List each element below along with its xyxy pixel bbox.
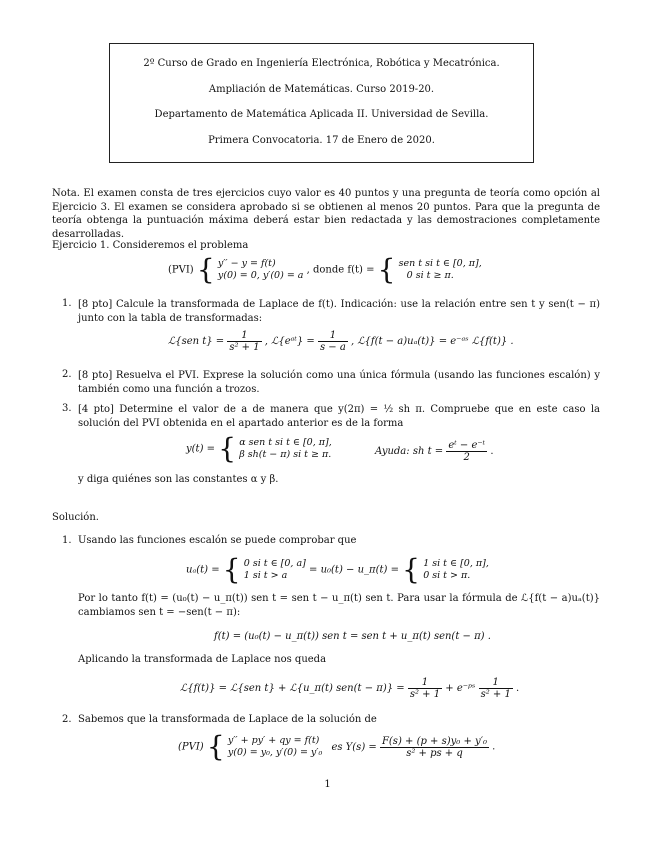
fraction	[408, 677, 442, 700]
denominator: s² + 1	[480, 689, 511, 700]
period: .	[516, 683, 520, 694]
fraction	[380, 736, 489, 759]
numerator: F(s) + (p + s)y₀ + y′₀	[381, 735, 487, 747]
pvi-cases	[218, 258, 304, 282]
pvi2-equation-1: y′′ + py′ + qy = f(t)	[227, 735, 320, 746]
pvi-system	[168, 253, 482, 286]
y-lhs: y(t) =	[186, 443, 216, 455]
header-course: 2º Curso de Grado en Ingeniería Electrónica, Robótica y Mecatrónica.	[143, 58, 500, 69]
general-pvi	[178, 730, 496, 763]
item1-text: [8 pto] Calcule la transformada de Laplace de f(t). Indicación: use la relación entre sen t y sen(t − π) junto con la tabla de transformadas:	[78, 299, 600, 324]
laplace-f-lhs: ℒ{f(t)} = ℒ{sen t} + ℒ{u_π(t) sen(t − π)} =	[180, 683, 405, 694]
ejercicio1-heading: Ejercicio 1. Consideremos el problema	[52, 240, 249, 251]
page-number: 1	[324, 779, 331, 790]
ua-lhs: uₐ(t) =	[186, 564, 220, 576]
laplace-shift-rule: , ℒ{f(t − a)uₐ(t)} = e⁻ᵃˢ ℒ{f(t)} .	[351, 336, 514, 347]
step-functions	[186, 553, 489, 586]
diff-middle: = u₀(t) − u_π(t) =	[309, 564, 399, 576]
left-brace: {	[206, 730, 225, 763]
header-subject: Ampliación de Matemáticas. Curso 2019-20.	[208, 84, 435, 95]
denominator: s² + 1	[229, 342, 260, 353]
diff-case-1: 1 si t ∈ [0, π],	[423, 558, 489, 569]
item-number: 2.	[62, 714, 72, 725]
ua-case-2: 1 si t > a	[243, 570, 288, 581]
solucion1-paragraph: Por lo tanto f(t) = (u₀(t) − u_π(t)) sen t = sen t − u_π(t) sen t. Para usar la fórmula de ℒ{f(t − a)uₐ(t)} cambiamos sen t = −sen(t − π):	[78, 593, 600, 618]
fraction	[446, 440, 487, 463]
denominator: 2	[463, 452, 470, 463]
item-number: 1.	[62, 535, 72, 546]
solucion2-intro: Sabemos que la transformada de Laplace de la solución de	[78, 714, 377, 725]
y-piecewise	[186, 432, 332, 465]
pvi-equation-2: y(0) = 0, y′(0) = a	[217, 270, 304, 281]
y-case-1: α sen t si t ∈ [0, π],	[239, 437, 332, 448]
laplace-f-middle: + e⁻ᵖˢ	[445, 683, 476, 694]
y-case-2: β sh(t − π) si t ≥ π.	[239, 449, 332, 460]
denominator: s² + ps + q	[406, 747, 463, 759]
left-brace: {	[218, 432, 237, 465]
laplace-f-equation	[180, 677, 519, 700]
laplace-exp-lhs: , ℒ{eᵃᵗ} =	[264, 336, 315, 347]
period: .	[490, 446, 494, 457]
numerator: 1	[408, 677, 442, 689]
header-exam-date: Primera Convocatoria. 17 de Enero de 2020.	[208, 135, 435, 146]
numerator: 1	[479, 677, 513, 689]
ayuda-hint	[375, 440, 494, 463]
f-step-equation: f(t) = (u₀(t) − u_π(t)) sen t = sen t + u_π(t) sen(t − π) .	[214, 631, 491, 642]
pvi-label: (PVI)	[168, 264, 194, 276]
diff-cases	[423, 558, 489, 582]
ua-cases	[244, 558, 306, 582]
item-number: 1.	[62, 298, 72, 309]
left-brace: {	[222, 553, 241, 586]
item2-text: [8 pto] Resuelva el PVI. Exprese la solución como una única fórmula (usando las funciones escalón) y también como una función a trozos.	[78, 370, 600, 395]
ayuda-label: Ayuda: sh t =	[375, 446, 444, 457]
f-case-1: sen t si t ∈ [0, π],	[398, 258, 482, 269]
pvi2-cases	[228, 735, 322, 759]
period: .	[492, 741, 496, 753]
header-department: Departamento de Matemática Aplicada II. Universidad de Sevilla.	[154, 109, 489, 120]
f-case-2: 0 si t ≥ π.	[406, 270, 454, 281]
item-number: 2.	[62, 369, 72, 380]
item3-text: [4 pto] Determine el valor de a de manera que y(2π) = ½ sh π. Compruebe que en este caso la solución del PVI obtenida en el apartado anterior es de la forma	[78, 404, 600, 429]
pvi-equation-1: y′′ − y = f(t)	[217, 258, 276, 269]
left-brace: {	[377, 253, 396, 286]
fraction	[318, 330, 348, 353]
y-cases	[239, 437, 332, 461]
denominator: s² + 1	[409, 689, 441, 700]
item-number: 3.	[62, 403, 72, 414]
numerator: eᵗ − e⁻ᵗ	[448, 440, 486, 451]
denominator: s − a	[319, 342, 346, 353]
nota-paragraph: Nota. El examen consta de tres ejercicios cuyo valor es 40 puntos y una pregunta de teoría como opción al Ejercicio 3. El examen se considera aprobado si se obtienen al menos 20 puntos. Para que la pregunta de teoría obtenga la puntuación máxima deberá estar bien redactada y las demostraciones completamente desarrolladas.	[52, 188, 600, 240]
donde-text: , donde f(t) =	[306, 264, 375, 276]
solucion-heading: Solución.	[52, 512, 99, 523]
pvi2-equation-2: y(0) = y₀, y′(0) = y′₀	[227, 747, 323, 758]
solucion1-paragraph-2: Aplicando la transformada de Laplace nos queda	[78, 654, 327, 665]
numerator: 1	[318, 330, 348, 342]
f-cases	[399, 258, 482, 282]
left-brace: {	[402, 553, 420, 586]
pvi2-label: (PVI)	[178, 741, 204, 753]
laplace-sin-lhs: ℒ{sen t} =	[168, 336, 225, 347]
fraction	[479, 677, 513, 700]
item3-closing: y diga quiénes son las constantes α y β.	[78, 474, 279, 485]
ua-case-1: 0 si t ∈ [0, a]	[243, 558, 306, 569]
laplace-table	[168, 330, 514, 353]
header-box	[109, 43, 534, 163]
es-text: es Y(s) =	[331, 741, 377, 753]
numerator: 1	[227, 330, 261, 342]
solucion1-intro: Usando las funciones escalón se puede comprobar que	[78, 535, 357, 546]
fraction	[227, 330, 261, 353]
diff-case-2: 0 si t > π.	[423, 570, 471, 581]
left-brace: {	[196, 253, 215, 286]
